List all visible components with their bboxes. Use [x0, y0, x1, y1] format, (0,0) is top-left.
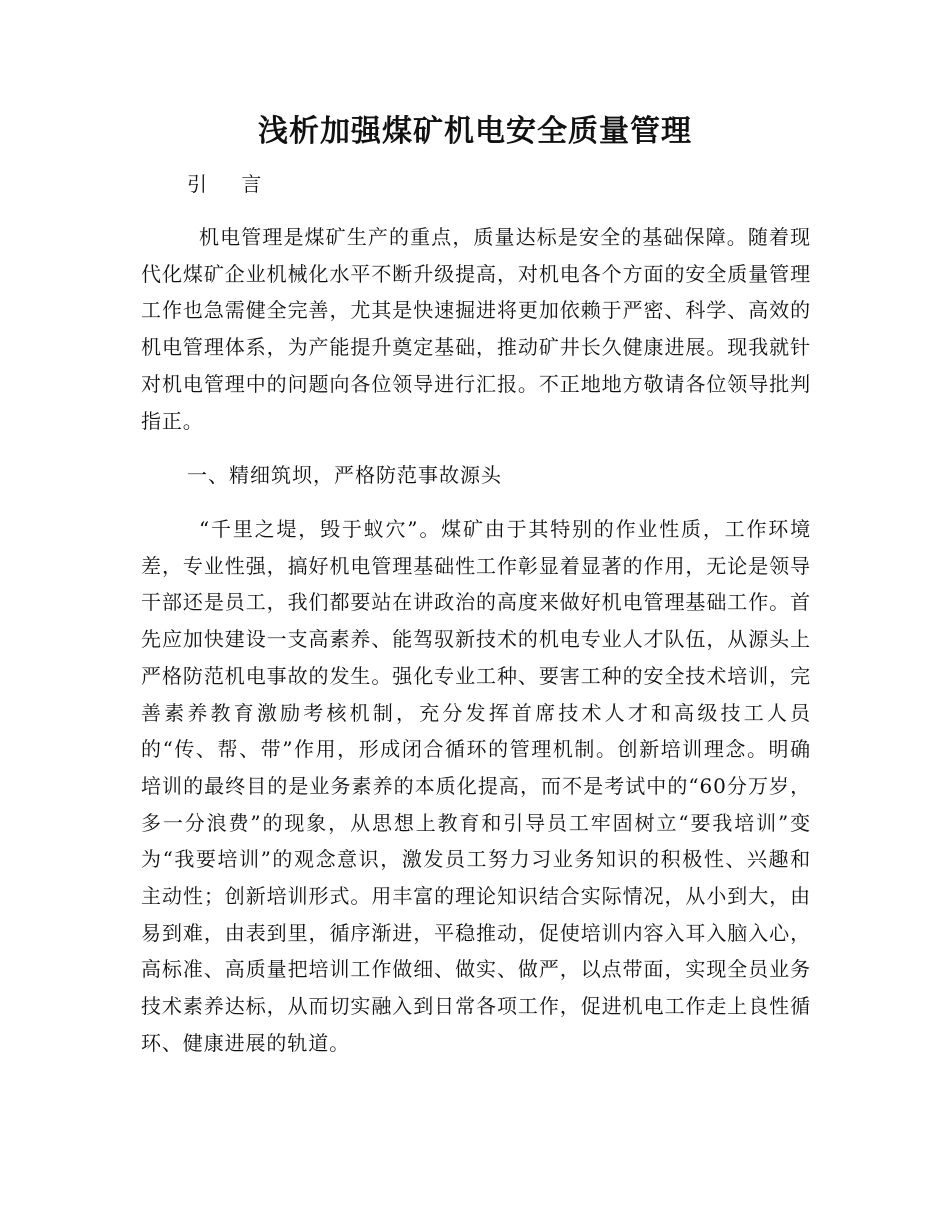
document-title: 浅析加强煤矿机电安全质量管理 — [258, 114, 692, 149]
intro-heading: 引 言 — [187, 172, 276, 196]
section-paragraph: “千里之堤，毁于蚁穴”。煤矿由于其特别的作业性质，工作环境差，专业性强，搞好机电管理基础性工作彰显着显著的作用，无论是领导干部还是员工，我们都要站在讲政治的高度来做好机电管理基础工作。首先应加快建设一支高素养、能驾驭新技术的机电专业人才队伍，从源头上严格防范机电事故的发生。强化专业工种、要害工种的安全技术培训，完善素养教育激励考核机制，充分发挥首席技术人才和高级技工人员的“传、帮、带”作用，形成闭合循环的管理机制。创新培训理念。明确培训的最终目的是业务素养的本质化提高，而不是考试中的“60分万岁，多一分浪费”的现象，从思想上教育和引导员工牢固树立“要我培训”变为“我要培训”的观念意识，激发员工努力习业务知识的积极性、兴趣和主动性；创新培训形式。用丰富的理论知识结合实际情况，从小到大，由易到难，由表到里，循序渐进，平稳推动，促使培训内容入耳入脑入心，高标准、高质量把培训工作做细、做实、做严，以点带面，实现全员业务技术素养达标，从而切实融入到日常各项工作，促进机电工作走上良性循环、健康进展的轨道。 — [141, 517, 811, 1055]
section-heading: 一、精细筑坝，严格防范事故源头 — [187, 463, 502, 487]
intro-paragraph: 机电管理是煤矿生产的重点，质量达标是安全的基础保障。随着现代化煤矿企业机械化水平不断升级提高，对机电各个方面的安全质量管理工作也急需健全完善，尤其是快速掘进将更加依赖于严密、科学、高效的机电管理体系，为产能提升奠定基础，推动矿井长久健康进展。现我就针对机电管理中的问题向各位领导进行汇报。不正地地方敬请各位领导批判指正。 — [141, 225, 811, 433]
